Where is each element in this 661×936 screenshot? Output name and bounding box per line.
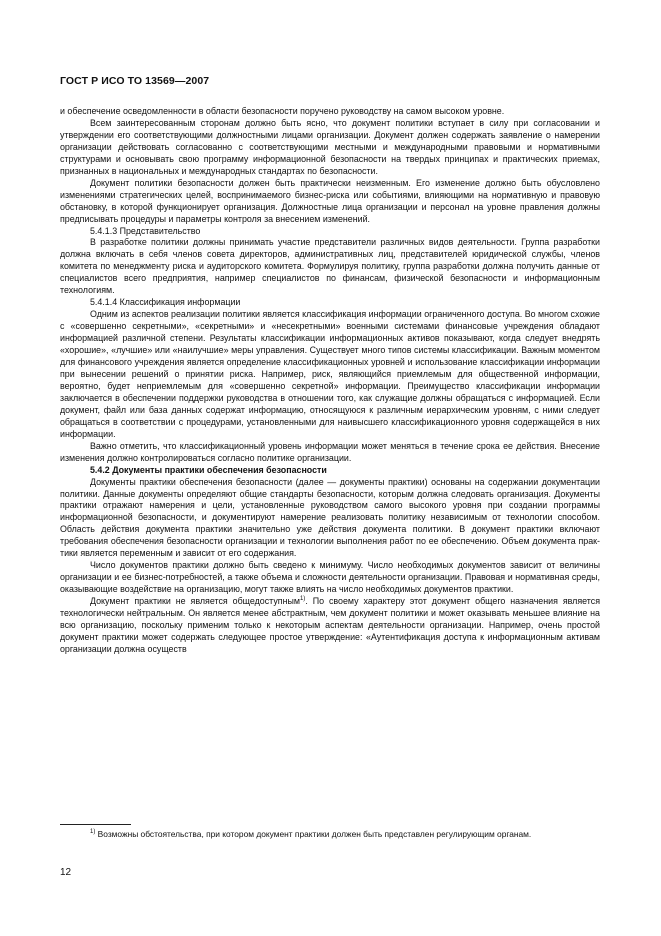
- paragraph: Число документов практики должно быть сведено к минимуму. Число необходимых документов зависит от величины организации и ее бизнес-потребностей, а также объема и сложности деятельности организации. Правовая и нормативная среды, оказывающие воздействие на организацию, могут также влиять на число необходимых документов практики.: [60, 560, 600, 595]
- body-text: [60, 106, 600, 656]
- paragraph-with-footnote: [60, 596, 600, 656]
- paragraph: Одним из аспектов реализации политики является классификация информации ограниченного доступа. Во многом схожие с «совершенно секретными», «секретными» и «несекретными» военными системами финансовые учреждения обладают информацией различной степени. Результаты классификации информационных активов показывают, когда следует внедрять «хорошие», «лучшие» или «наилучшие» меры управления. Существует много типов системы классификации. Важным моментом для финансового учреждения является определение классификационных уровней и использование классификации информации при вынесении решений о принятии риска. Например, риск, являющийся приемлемым для общественной информации, вероятно, будет неприемлемым для «совершенно секретной» информации. Преимущество классификации информации заключается в обеспечении поддержки руководства в отношении того, как служащие должны обращаться с информацией. Если документ, файл или база данных содержат информацию, относящуюся к различным иерархическим уровням, с ними следует обращаться в соответствии с процедурами, установленными для наивысшего классификационного уровня содержащейся в них информации.: [60, 309, 600, 439]
- footnote-text: Возможны обстоятельства, при котором документ практики должен быть представлен регулирующим органам.: [95, 829, 532, 839]
- footnote: [60, 829, 600, 841]
- paragraph: Всем заинтересованным сторонам должно быть ясно, что документ политики вступает в силу при согласовании и утверждении его соответствующими должностными лицами организации. Документ должен содержать заявление о намерении организации действовать согласованно с соответствующими местными и международными правовыми и нормативными структурами и основывать свою программу информационной безопасности на твердых принципах и практических приемах, признанных в национальных и международных стандартах по безопасности.: [60, 117, 600, 176]
- paragraph: Важно отметить, что классификационный уровень информации может меняться в течение срока ее действия. Внесение изменения должно контролироваться согласно политике организации.: [60, 440, 600, 463]
- section-heading: 5.4.1.3 Представительство: [90, 225, 201, 236]
- footnote-divider: [60, 824, 131, 825]
- paragraph-text-end: . По своему характеру этот документ общего назначения является технологически нейтральным. Он является менее абстрактным, чем документ политики и может оказывать меньшее влияние на всю организацию, поскольку применим только к некоторым аспектам деятельности организации. Например, очень простой документ практики может содержать следующее простое утверждение: «Аутентификация доступа к информационным активам организации должна осуществ: [60, 596, 601, 654]
- paragraph: Документ политики безопасности должен быть практически неизменным. Его изменение должно быть обусловлено изменениями стратегических целей, воспринимаемого бизнес-риска или событиями, влияющими на нормативную и правовую обстановку, в которой функционирует организация. Должностные лица организации и персонал на уровне правления должны предписывать процедуры и параметры контроля за внесением изменений.: [60, 177, 600, 224]
- section-heading: 5.4.2 Документы практики обеспечения безопасности: [90, 464, 327, 475]
- document-header: ГОСТ Р ИСО ТО 13569—2007: [60, 75, 210, 87]
- paragraph-text-start: Документ практики не является общедоступным: [90, 596, 300, 607]
- footnote-reference[interactable]: 1): [299, 596, 306, 603]
- paragraph: и обеспечение осведомленности в области безопасности поручено руководству на самом высоком уровне.: [60, 106, 505, 116]
- paragraph: В разработке политики должны принимать участие представители различных видов деятельности. Группа разработки должна включать в себя членов совета директоров, административных лиц, представителей юридической службы, членов комитета по менеджменту риска и аудиторского комитета. Формулируя политику, группа разработки должна получить данные от специалистов всего предприятия, например специалистов по финансам, физической безопасности и информационным технологиям.: [60, 237, 600, 296]
- page-number: 12: [60, 867, 72, 878]
- section-heading: 5.4.1.4 Классификация информации: [90, 297, 241, 308]
- paragraph: Документы практики обеспечения безопасности (далее — документы практики) основаны на содержании документации политики. Данные документы определяют общие стандарты безопасности, которым должна следовать организация. Документы практики отражают намерения и цели, установленные руководством самого высокого уровня при создании программы информационной безопасности, и документируют намерение реализовать политику независимым от технологии способом. Область действия документа практики значительно уже действия документа политики. В документ практики включают требования обеспечения безопасности организации и технологии выполнения работ по ее обеспечению. Объем документа практики является переменным и зависит от его содержания.: [60, 476, 600, 559]
- footnote-mark: 1): [90, 829, 96, 836]
